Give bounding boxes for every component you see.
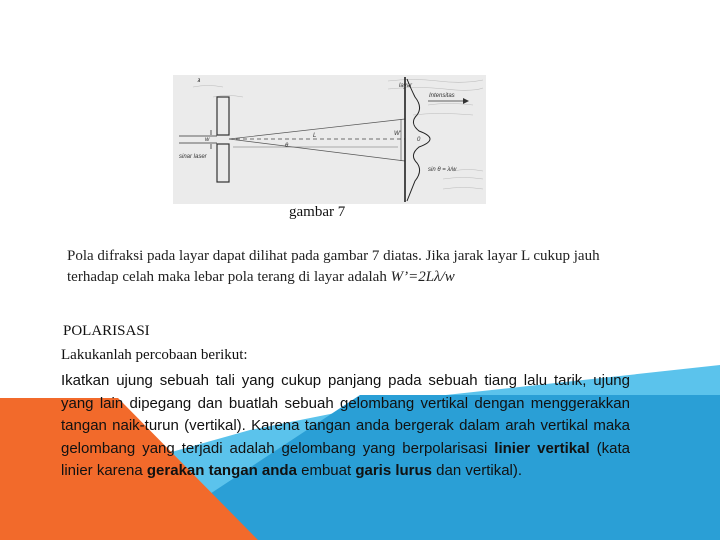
figure-caption: gambar 7 [289, 204, 346, 220]
section-intro: Lakukanlah percobaan berikut: [61, 347, 248, 363]
body-part-3: embuat [296, 462, 356, 479]
bold-hand-movement: gerakan tangan anda [146, 462, 297, 479]
bold-linear-vertical: linier vertikal [494, 439, 590, 457]
width-label: W' [394, 131, 401, 137]
polarization-body [61, 370, 630, 483]
width-formula: W’=2Lλ/w [390, 269, 455, 285]
screen-label: layar [399, 83, 413, 89]
origin-label: 0 [417, 137, 421, 143]
bold-straight-line: garis lurus [355, 462, 433, 479]
laser-label: sinar laser [179, 154, 207, 160]
intensity-label: Intensitas [429, 93, 455, 99]
slit-width-label: w [205, 137, 210, 143]
body-part-4: dan vertikal). [432, 462, 523, 479]
diffraction-paragraph [67, 246, 637, 288]
theta-label: θ [285, 143, 289, 149]
body-part-2: (kata linier karena [61, 439, 630, 479]
distance-label: L [313, 133, 317, 139]
diffraction-figure [173, 75, 486, 204]
svg-text:λ: λ [197, 78, 201, 84]
section-heading: POLARISASI [63, 323, 150, 339]
body-part-1: Ikatkan ujung sebuah tali yang cukup panjang pada sebuah tiang lalu tarik, ujung yang lain dipegang dan buatlah sebuah gelombang vertikal dengan menggerakkan tangan naik-turun (vertikal). Karena tangan anda bergerak dalam arah vertikal maka gelombang yang terjadi adalah gelombang yang berpolarisasi [61, 372, 630, 457]
paragraph-text: Pola difraksi pada layar dapat dilihat pada gambar 7 diatas. Jika jarak layar L cukup jauh terhadap celah maka lebar pola terang di layar adalah [67, 248, 600, 285]
sin-formula-label: sin θ = λ/w [428, 167, 457, 173]
